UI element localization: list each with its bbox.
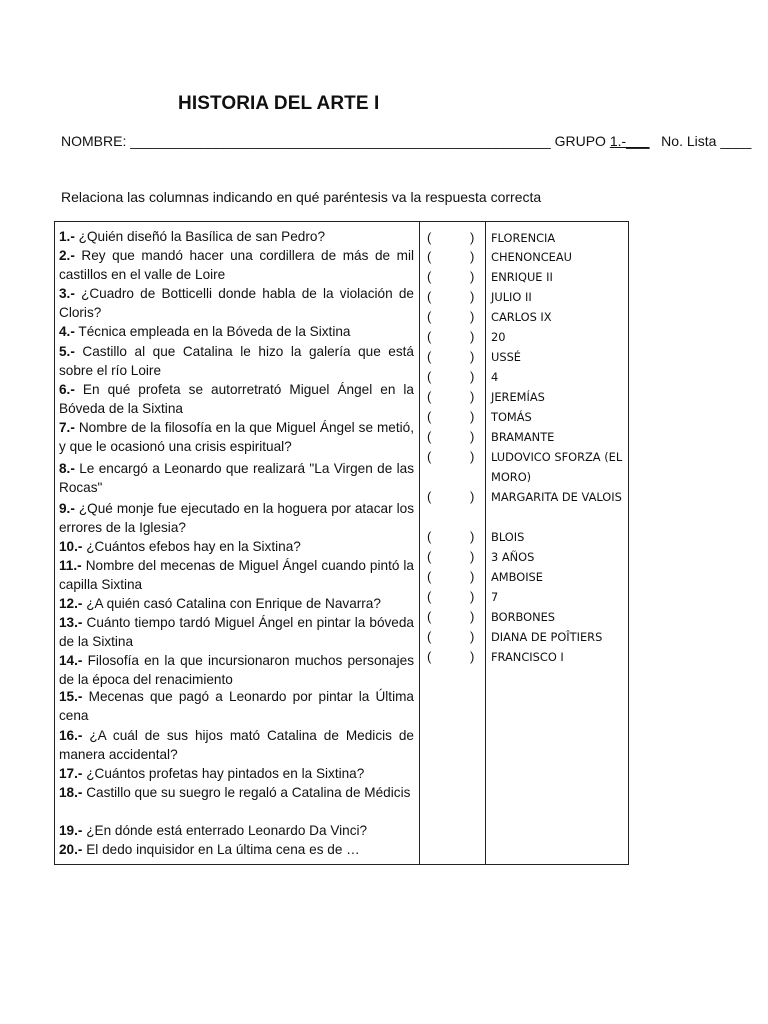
answer-option: BORBONES [491, 610, 556, 624]
question-item: 2.- Rey que mandó hacer una cordillera de más de mil castillos en el valle de Loire [59, 248, 414, 282]
answer-option: 3 AÑOS [491, 550, 535, 564]
question-item: 7.- Nombre de la filosofía en la que Miguel Ángel se metió, y que le ocasionó una crisis espiritual? [59, 420, 414, 454]
question-item: 10.- ¿Cuántos efebos hay en la Sixtina? [59, 539, 301, 554]
question-item: 17.- ¿Cuántos profetas hay pintados en la Sixtina? [59, 766, 365, 781]
answer-option: CARLOS IX [491, 310, 552, 324]
lista-label: No. Lista ____ [649, 133, 752, 149]
column-divider-1 [419, 222, 420, 864]
question-item: 15.- Mecenas que pagó a Leonardo por pintar la Última cena [59, 689, 414, 723]
answer-option: LUDOVICO SFORZA (EL MORO) [491, 450, 623, 484]
student-info-line [61, 133, 751, 149]
answer-option: 4 [491, 370, 499, 384]
nombre-label: NOMBRE: [61, 133, 131, 149]
answer-option: DIANA DE POÎTIERS [491, 630, 603, 644]
question-item: 19.- ¿En dónde está enterrado Leonardo Da Vinci? [59, 823, 368, 838]
grupo-label: GRUPO [550, 133, 610, 149]
instructions: Relaciona las columnas indicando en qué paréntesis va la respuesta correcta [61, 189, 542, 205]
question-item: 11.- Nombre del mecenas de Miguel Ángel cuando pintó la capilla Sixtina [59, 558, 414, 592]
answer-option: USSÉ [491, 350, 521, 364]
answer-option: 7 [491, 590, 499, 604]
answer-option: MARGARITA DE VALOIS [491, 490, 622, 504]
matching-table: 1.- ¿Quién diseñó la Basílica de san Pedro? 2.- Rey que mandó hacer una cordillera de más de mil castillos en el valle de Loire 3.- ¿Cuadro de Botticelli donde habla de la violación de Cloris? 4.- Técnica empleada en la Bóveda de la Sixtina 5.- Castillo al que Catalina le hizo la galería que está sobre el río Loire 6.- En qué profeta se autorretrató Miguel Ángel en la Bóveda de la Sixtina 7.- Nombre de la filosofía en la que Miguel Ángel se metió, y que le ocasionó una crisis espiritual? 8.- Le encargó a Leonardo que realizará "La Virgen de las Rocas" 9.- ¿Qué monje fue ejecutado en la hoguera por atacar los errores de la Iglesia? 10.- ¿Cuántos efebos hay en la Sixtina? 11.- Nombre del mecenas de Miguel Ángel cuando pintó la capilla Sixtina 12.- ¿A quién casó Catalina con Enrique de Navarra? 13.- Cuánto tiempo tardó Miguel Ángel en pintar la bóveda de la Sixtina 14.- Filosofía en la que incursionaron muchos personajes de la época del renacimiento 15.- Mecenas que pagó a Leonardo por pintar la Última cena 16.- ¿A cuál de sus hijos mató Catalina de Medicis de manera accidental? 17.- ¿Cuántos profetas hay pintados en la Sixtina? 18.- Castillo que su suegro le regaló a Catalina de Médicis 19.- ¿En dónde está enterrado Leonardo Da Vinci? 20.- El dedo inquisidor en La última cena es de … ( ) ( ) ( ) ( ) ( ) ( ) ( ) ( ) ( ) ( ) ( ) ( ) ( ) ( ) ( ) ( ) ( ) ( ) ( ) ( ) FLORENCIA CHENONCEAU ENRIQUE II JULIO II CARLOS IX 20 USSÉ 4 JEREMÍAS TOMÁS BRAMANTE LUDOVICO SFORZA (EL MORO) MARGARITA DE VALOIS BLOIS 3 AÑOS AMBOISE 7 BORBONES DIANA DE POÎTIERS FRANCISCO I [54, 221, 629, 865]
answer-option: ENRIQUE II [491, 270, 553, 284]
answer-option: FRANCISCO I [491, 650, 564, 664]
question-item: 9.- ¿Qué monje fue ejecutado en la hoguera por atacar los errores de la Iglesia? [59, 501, 414, 535]
page-title: HISTORIA DEL ARTE I [178, 93, 380, 114]
answer-option: 20 [491, 330, 506, 344]
question-item: 14.- Filosofía en la que incursionaron muchos personajes de la época del renacimiento [59, 653, 414, 687]
question-item: 13.- Cuánto tiempo tardó Miguel Ángel en pintar la bóveda de la Sixtina [59, 615, 414, 649]
question-item: 4.- Técnica empleada en la Bóveda de la Sixtina [59, 324, 351, 339]
question-item: 3.- ¿Cuadro de Botticelli donde habla de la violación de Cloris? [59, 286, 414, 320]
answer-option: AMBOISE [491, 570, 543, 584]
question-item: 18.- Castillo que su suegro le regaló a Catalina de Médicis [59, 785, 411, 800]
answer-option: BLOIS [491, 530, 525, 544]
answer-option: TOMÁS [491, 410, 532, 424]
answer-option: CHENONCEAU [491, 250, 573, 264]
question-item: 16.- ¿A cuál de sus hijos mató Catalina de Medicis de manera accidental? [59, 728, 414, 762]
answer-option: BRAMANTE [491, 430, 555, 444]
question-item: 8.- Le encargó a Leonardo que realizará "La Virgen de las Rocas" [59, 461, 414, 495]
question-item: 20.- El dedo inquisidor en La última cena es de … [59, 842, 360, 857]
answer-option: FLORENCIA [491, 231, 556, 245]
answer-option: JEREMÍAS [491, 390, 545, 404]
grupo-value: 1.-___ [609, 133, 650, 149]
question-item: 6.- En qué profeta se autorretrató Miguel Ángel en la Bóveda de la Sixtina [59, 382, 414, 416]
question-item: 5.- Castillo al que Catalina le hizo la galería que está sobre el río Loire [59, 344, 414, 378]
answer-option: JULIO II [491, 290, 532, 304]
question-item: 12.- ¿A quién casó Catalina con Enrique de Navarra? [59, 596, 381, 611]
column-divider-2 [485, 222, 486, 864]
question-item: 1.- ¿Quién diseñó la Basílica de san Pedro? [59, 229, 325, 244]
nombre-blank: ______________________________________________________ [130, 133, 551, 149]
